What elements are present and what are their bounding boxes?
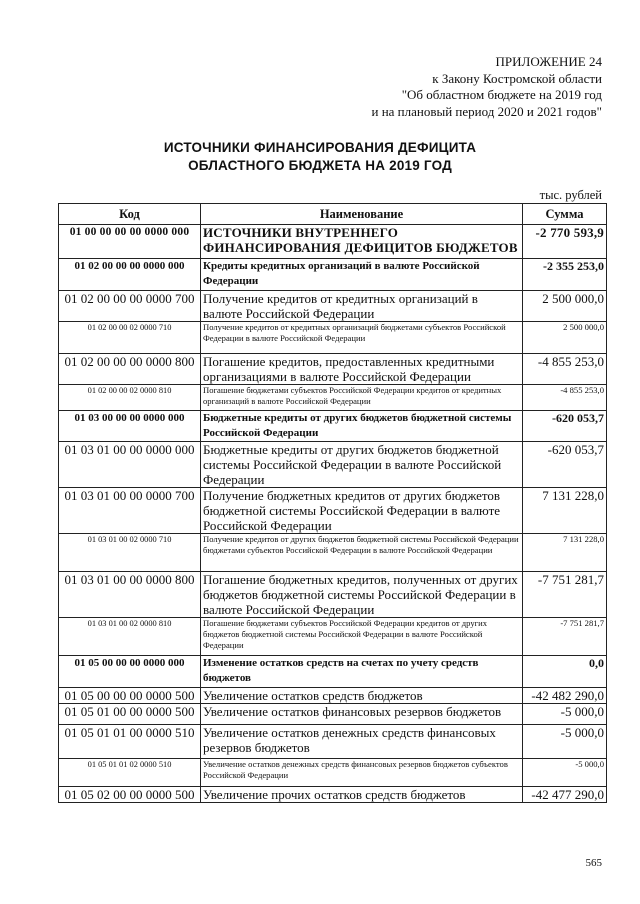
row-code: 01 03 01 00 00 0000 000 xyxy=(59,442,201,488)
table-header-row xyxy=(59,204,607,225)
table-row xyxy=(59,354,607,385)
table-row xyxy=(59,411,607,442)
table-row xyxy=(59,488,607,534)
row-name: Погашение бюджетами субъектов Российской Федерации кредитов от других бюджетов бюджетной системы Российской Федерации в валюте Российской Федерации xyxy=(201,618,523,656)
table-row xyxy=(59,704,607,725)
row-sum: -42 482 290,0 xyxy=(523,688,607,704)
table-row xyxy=(59,534,607,572)
row-sum: -7 751 281,7 xyxy=(523,572,607,618)
table-row xyxy=(59,787,607,803)
row-name: Увеличение прочих остатков средств бюджетов xyxy=(201,787,523,803)
column-header-name: Наименование xyxy=(201,204,523,225)
column-header-code: Код xyxy=(59,204,201,225)
row-sum: 7 131 228,0 xyxy=(523,488,607,534)
row-code: 01 03 01 00 02 0000 710 xyxy=(59,534,201,572)
row-name: Увеличение остатков денежных средств финансовых резервов бюджетов xyxy=(201,725,523,759)
financing-sources-table xyxy=(58,203,607,803)
row-sum: -620 053,7 xyxy=(523,442,607,488)
document-title xyxy=(0,139,640,175)
row-name: Увеличение остатков финансовых резервов бюджетов xyxy=(201,704,523,725)
column-header-sum: Сумма xyxy=(523,204,607,225)
row-code: 01 05 01 01 00 0000 510 xyxy=(59,725,201,759)
row-code: 01 02 00 00 02 0000 710 xyxy=(59,322,201,354)
table-row xyxy=(59,442,607,488)
row-code: 01 03 01 00 00 0000 700 xyxy=(59,488,201,534)
row-code: 01 05 01 00 00 0000 500 xyxy=(59,704,201,725)
row-code: 01 05 02 00 00 0000 500 xyxy=(59,787,201,803)
row-name: Погашение бюджетами субъектов Российской Федерации кредитов от кредитных организаций в валюте Российской Федерации xyxy=(201,385,523,411)
row-sum: -5 000,0 xyxy=(523,725,607,759)
row-code: 01 00 00 00 00 0000 000 xyxy=(59,225,201,259)
row-name: Получение кредитов от кредитных организаций бюджетами субъектов Российской Федерации в валюте Российской Федерации xyxy=(201,322,523,354)
row-code: 01 05 01 01 02 0000 510 xyxy=(59,759,201,787)
table-row xyxy=(59,725,607,759)
row-sum: -5 000,0 xyxy=(523,759,607,787)
row-sum: 0,0 xyxy=(523,656,607,688)
row-code: 01 02 00 00 00 0000 700 xyxy=(59,291,201,322)
table-row xyxy=(59,291,607,322)
row-sum: 7 131 228,0 xyxy=(523,534,607,572)
appendix-header xyxy=(371,54,602,120)
row-name: Погашение бюджетных кредитов, полученных от других бюджетов бюджетной системы Российской Федерации в валюте Российской Федерации xyxy=(201,572,523,618)
row-sum: -2 355 253,0 xyxy=(523,259,607,291)
row-code: 01 05 00 00 00 0000 500 xyxy=(59,688,201,704)
row-code: 01 03 01 00 00 0000 800 xyxy=(59,572,201,618)
row-code: 01 05 00 00 00 0000 000 xyxy=(59,656,201,688)
row-name: Увеличение остатков средств бюджетов xyxy=(201,688,523,704)
table-row xyxy=(59,225,607,259)
row-sum: 2 500 000,0 xyxy=(523,322,607,354)
row-code: 01 02 00 00 02 0000 810 xyxy=(59,385,201,411)
row-sum: 2 500 000,0 xyxy=(523,291,607,322)
row-name: Бюджетные кредиты от других бюджетов бюджетной системы Российской Федерации xyxy=(201,411,523,442)
row-code: 01 03 01 00 02 0000 810 xyxy=(59,618,201,656)
table-row xyxy=(59,656,607,688)
row-sum: -7 751 281,7 xyxy=(523,618,607,656)
appendix-line: к Закону Костромской области xyxy=(432,70,602,86)
row-sum: -620 053,7 xyxy=(523,411,607,442)
table-row xyxy=(59,259,607,291)
table-row xyxy=(59,572,607,618)
row-sum: -2 770 593,9 xyxy=(523,225,607,259)
row-sum: -5 000,0 xyxy=(523,704,607,725)
title-line: ОБЛАСТНОГО БЮДЖЕТА НА 2019 ГОД xyxy=(188,158,452,173)
row-code: 01 02 00 00 00 0000 800 xyxy=(59,354,201,385)
row-name: Получение кредитов от кредитных организаций в валюте Российской Федерации xyxy=(201,291,523,322)
units-label: тыс. рублей xyxy=(539,188,602,202)
table-row xyxy=(59,385,607,411)
table-row xyxy=(59,759,607,787)
row-sum: -4 855 253,0 xyxy=(523,354,607,385)
row-name: Получение кредитов от других бюджетов бюджетной системы Российской Федерации бюджетами субъектов Российской Федерации в валюте Российской Федерации xyxy=(201,534,523,572)
row-sum: -42 477 290,0 xyxy=(523,787,607,803)
row-name: Кредиты кредитных организаций в валюте Российской Федерации xyxy=(201,259,523,291)
row-sum: -4 855 253,0 xyxy=(523,385,607,411)
table-row xyxy=(59,322,607,354)
appendix-line: "Об областном бюджете на 2019 год xyxy=(401,87,602,102)
row-name: Бюджетные кредиты от других бюджетов бюджетной системы Российской Федерации в валюте Российской Федерации xyxy=(201,442,523,488)
row-name: ИСТОЧНИКИ ВНУТРЕННЕГО ФИНАНСИРОВАНИЯ ДЕФИЦИТОВ БЮДЖЕТОВ xyxy=(201,225,523,259)
row-name: Изменение остатков средств на счетах по учету средств бюджетов xyxy=(201,656,523,688)
row-name: Получение бюджетных кредитов от других бюджетов бюджетной системы Российской Федерации в валюте Российской Федерации xyxy=(201,488,523,534)
row-code: 01 02 00 00 00 0000 000 xyxy=(59,259,201,291)
title-line: ИСТОЧНИКИ ФИНАНСИРОВАНИЯ ДЕФИЦИТА xyxy=(163,140,477,155)
row-code: 01 03 00 00 00 0000 000 xyxy=(59,411,201,442)
row-name: Погашение кредитов, предоставленных кредитными организациями в валюте Российской Федерации xyxy=(201,354,523,385)
row-name: Увеличение остатков денежных средств финансовых резервов бюджетов субъектов Российской Федерации xyxy=(201,759,523,787)
table-row xyxy=(59,618,607,656)
appendix-line: и на плановый период 2020 и 2021 годов" xyxy=(371,103,602,119)
page-number: 565 xyxy=(585,857,602,869)
appendix-line: ПРИЛОЖЕНИЕ 24 xyxy=(495,54,602,69)
table-row xyxy=(59,688,607,704)
